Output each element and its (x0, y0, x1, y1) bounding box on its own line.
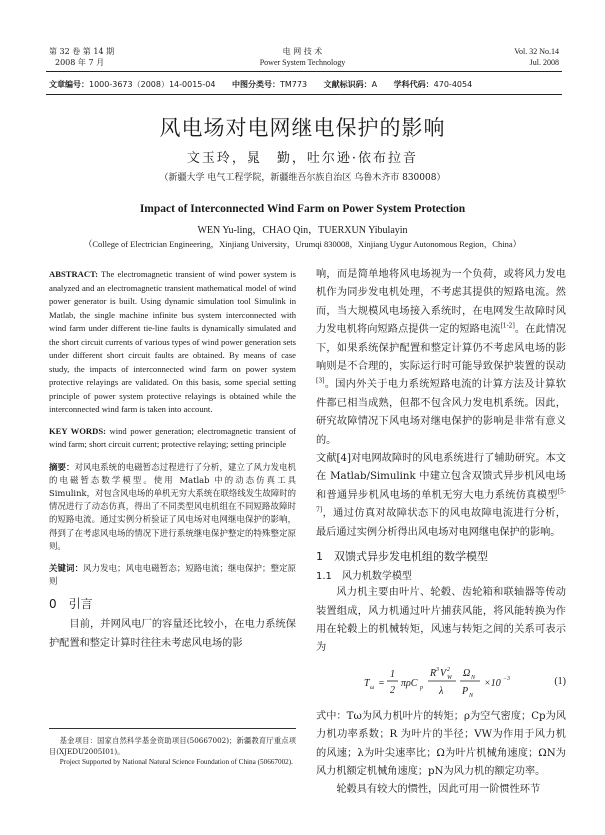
citation: [3] (316, 378, 325, 386)
publication-date-cn: 2008 年 7 月 (55, 58, 105, 67)
equation-1 (316, 662, 566, 704)
subject-code: 470-4054 (433, 80, 473, 89)
svg-text:λ: λ (439, 685, 444, 697)
citation: [5-7] (316, 488, 566, 514)
svg-text:Ω: Ω (463, 667, 471, 679)
citation: [1-2] (500, 322, 515, 330)
keywords-cn-label: 关键词： (49, 562, 84, 573)
doc-code: A (371, 80, 378, 89)
abstract-en-label: ABSTRACT: (49, 269, 99, 279)
svg-text:2: 2 (447, 666, 450, 673)
section-1-1-title: 1.1 风力机数学模型 (316, 571, 412, 583)
affiliation-cn: （新疆大学 电气工程学院，新疆维吾尔族自治区 乌鲁木齐市 830008） (159, 173, 446, 183)
svg-text:N: N (471, 674, 476, 681)
keywords-en-label: KEY WORDS: (49, 425, 106, 436)
svg-text:p: p (420, 684, 423, 691)
svg-text:ω: ω (370, 684, 375, 691)
svg-text:1: 1 (390, 668, 395, 680)
volume-issue-en: Vol. 32 No.14 (514, 47, 559, 56)
symbol-definitions: 式中：Tω为风力机叶片的转矩；ρ为空气密度；Cp为风力机功率系数；R 为叶片的半径；VW为作用于风力机的风速；λ为叶尖速率比；Ω为叶片机械角速度；ΩN为风力机额定机械角速度；pN为风力机的额定功率。 (316, 710, 566, 777)
header-rule (46, 71, 562, 72)
equation-1-formula (356, 662, 526, 704)
ids-rule (46, 94, 562, 95)
footnote-en: Project Supported by National Natural Science Foundation of China (50667002). (59, 758, 293, 766)
keywords-en-text: wind power generation; electromagnetic transient of wind farm; short circuit current; protective relaying; setting principle (49, 425, 296, 449)
right-column (316, 266, 566, 800)
affiliation-en: （College of Electrician Engineering，Xinjiang University，Urumqi 830008，Xinjiang Uygur Autonomous Region，China） (83, 239, 522, 249)
abstract-cn-label: 摘要： (49, 461, 75, 472)
section-0-title: 0 引言 (49, 597, 93, 612)
abstract-en (49, 268, 296, 417)
keywords-en (49, 425, 296, 452)
svg-text:V: V (440, 667, 447, 679)
intro-p1-text-c: 。国内外关于电力系统短路电流的计算方法及计算软件都已相当成熟，但都不包含风力发电机系统。因此，研究故障情况下风电场对继电保护的影响是非常有意义的。 (316, 379, 566, 446)
authors-cn: 文玉玲，晁 勤，吐尔逊·依布拉音 (186, 151, 419, 166)
article-identifiers (49, 80, 561, 90)
clc-code: TM773 (280, 80, 308, 89)
doc-code-label: 文献标识码： (323, 80, 372, 89)
svg-text:W: W (447, 674, 452, 681)
intro-paragraph-1 (316, 266, 566, 450)
abstract-cn-text: 对风电系统的电磁暂态过程进行了分析，建立了风力发电机的电磁暂态数学模型。使用 Matlab 中的动态仿真工具 Simulink，对包含风电场的单机无穷大系统在联络线发生故障时的情况进行了动态仿真，得出了不同类型风电机组在不同短路故障时的短路电流。通过实例分析验证了风电场对电网继电保护的影响，得到了在考虑风电场的情况下进行系统继电保护整定的特殊整定原则。 (49, 461, 297, 551)
svg-text:πρC: πρC (401, 677, 418, 689)
keywords-cn-text: 风力发电；风电电磁暂态；短路电流；继电保护；整定原则 (49, 562, 297, 587)
article-no: 1000-3673（2008）14-0015-04 (89, 80, 216, 89)
intro-p1-text: 响，而是简单地将风电场视为一个负荷，或将风力发电机作为同步发电机处理，不考虑其提供的短路电流。然而，当大规模风电场接入系统时，在电网发生故障时风力发电机将向短路点提供一定的短路电流 (316, 269, 566, 336)
section-1-title: 1 双馈式异步发电机组的数学模型 (316, 550, 488, 564)
clc-label: 中图分类号： (232, 80, 281, 89)
svg-text:3: 3 (436, 666, 439, 673)
intro-p1-text-b: 。在此情况下，如果系统保护配置和整定计算仍不考虑风电场的影响则是不合理的，实际运行时可能导致保护装置的误动 (316, 324, 567, 373)
svg-text:−3: −3 (503, 675, 511, 682)
svg-text:T: T (364, 677, 370, 689)
volume-issue: 第 32 卷 第 14 期 (49, 47, 115, 56)
journal-name-cn: 电 网 技 术 (282, 47, 323, 56)
intro-p2-text: 文献[4]对电网故障时的风电系统进行了辅助研究。本文在 Matlab/Simulink 中建立包含双馈式异步机风电场和普通异步机风电场的单机无穷大电力系统仿真模型 (316, 453, 566, 501)
svg-text:2: 2 (390, 684, 395, 696)
equation-number: (1) (554, 675, 566, 687)
keywords-cn (49, 562, 296, 588)
abstract-cn (49, 461, 296, 553)
next-paragraph: 轮毂具有较大的惯性，因此可用一阶惯性环节 (336, 784, 541, 796)
svg-text:=: = (378, 677, 385, 689)
svg-text:R: R (430, 667, 437, 679)
title-en: Impact of Interconnected Wind Farm on Power System Protection (139, 203, 466, 215)
footnote-cn: 基金项目：国家自然科学基金资助项目(50667002)；新疆教育厅重点项目(XJEDU2005I01)。 (49, 736, 296, 756)
subject-label: 学科代码： (393, 80, 434, 89)
authors-en: WEN Yu-ling，CHAO Qin，TUERXUN Yibulayin (197, 225, 408, 236)
publication-date-en: Jul. 2008 (529, 58, 559, 67)
footnote (49, 728, 296, 768)
section-0-paragraph: 目前，并网风电厂的容量还比较小，在电力系统保护配置和整定计算时往往未考虑风电场的影 (49, 619, 296, 649)
svg-text:N: N (469, 692, 474, 699)
intro-paragraph-2 (316, 450, 566, 542)
title-cn: 风电场对电网继电保护的影响 (159, 116, 446, 140)
article-no-label: 文章编号： (49, 80, 89, 89)
section-1-1-paragraph: 风力机主要由叶片、轮毂、齿轮箱和联轴器等传动装置组成，风力机通过叶片捕获风能，将风能转换为作用在轮毂上的机械转矩，风速与转矩之间的关系可表示为 (316, 587, 566, 654)
svg-text:×10: ×10 (484, 677, 501, 689)
abstract-en-text: The electromagnetic transient of wind power system is analyzed and an electromagnetic transient mathematical model of wind power generator is built. Using dynamic simulation tool Simulink in Matlab, the single machine infinite bus system interconnected with wind farm under different tie-line faults is dynamically simulated and the short circuit currents of various types of wind power generation sets under different short circuit faults are obtained. By means of case study, the impacts of interconnected wind farm on power system protective relayings are validated. On this basis, some special setting principle of power system protective relayings is obtained while the interconnected wind farm is taken into account. (49, 269, 296, 414)
left-column (49, 268, 296, 653)
journal-volume-en (514, 46, 559, 68)
intro-p2-text-b: ，通过仿真对故障状态下的风电故障电流进行分析，最后通过实例分析得出风电场对电网继电保护的影响。 (316, 508, 566, 538)
svg-text:P: P (462, 685, 469, 697)
journal-name-en: Power System Technology (259, 58, 346, 67)
